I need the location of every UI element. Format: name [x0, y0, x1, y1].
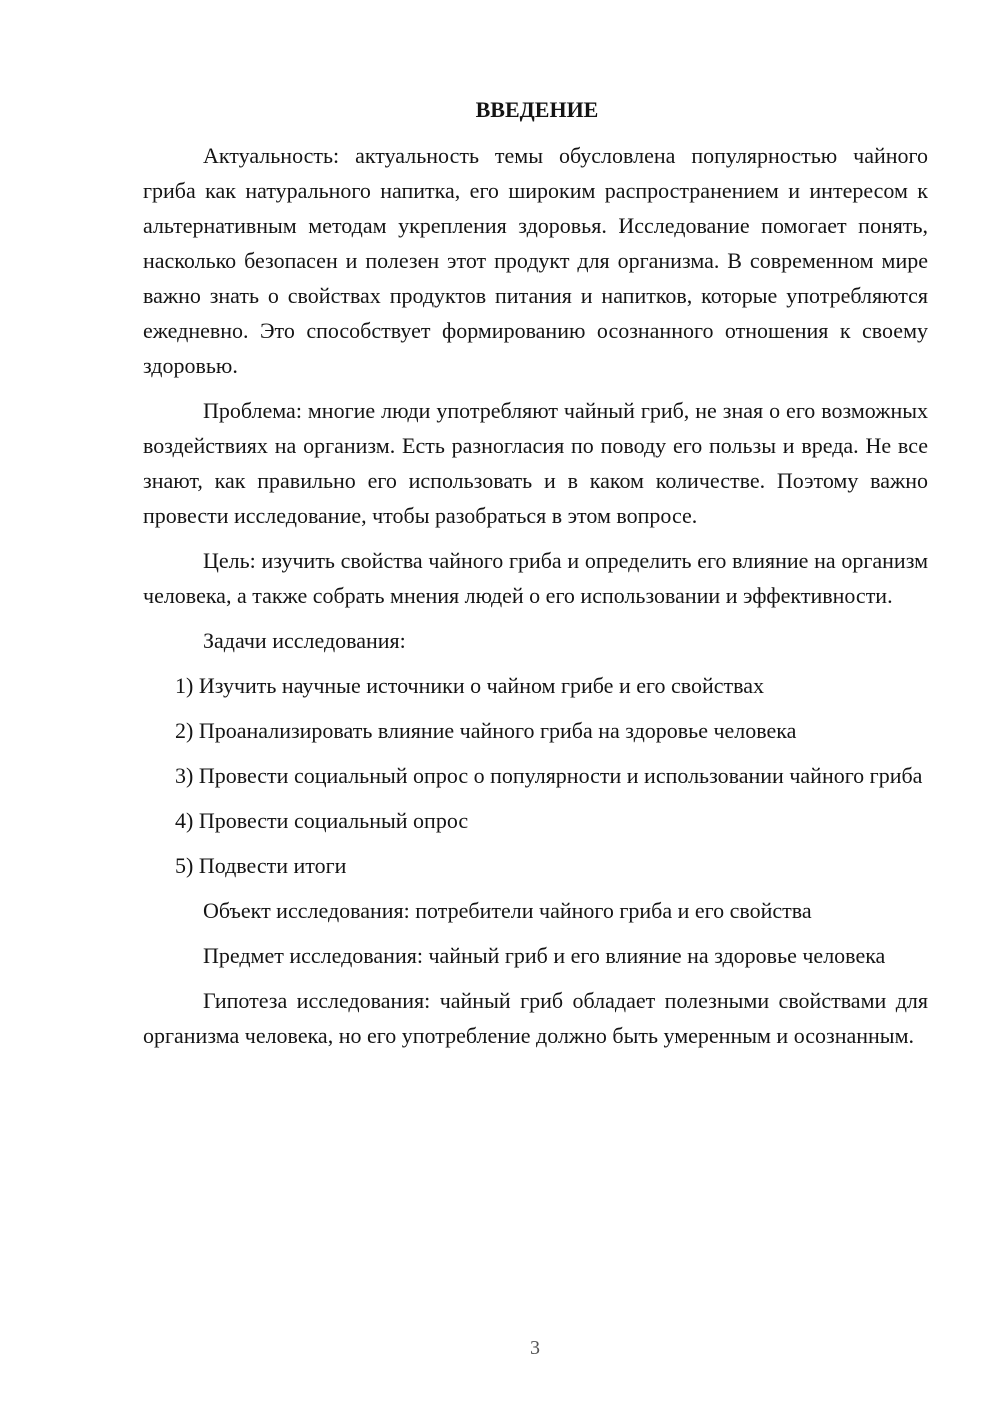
- task-item-4: 4) Провести социальный опрос: [175, 808, 469, 833]
- page-number: 3: [530, 1337, 540, 1359]
- document-page: [143, 94, 928, 1063]
- tasks-heading: Задачи исследования:: [203, 628, 406, 653]
- object-paragraph: Объект исследования: потребители чайного гриба и его свойства: [203, 898, 812, 923]
- relevance-paragraph: Актуальность: актуальность темы обусловлена популярностью чайного гриба как натурального напитка, его широким распространением и интересом к альтернативным методам укрепления здоровья. Исследование помогает понять, насколько безопасен и полезен этот продукт для организма. В современном мире важно знать о свойствах продуктов питания и напитков, которые употребляются ежедневно. Это способствует формированию осознанного отношения к своему здоровью.: [143, 143, 928, 378]
- task-item-1: 1) Изучить научные источники о чайном грибе и его свойствах: [175, 673, 764, 698]
- task-item-3: 3) Провести социальный опрос о популярности и использовании чайного гриба: [175, 763, 923, 788]
- task-item-5: 5) Подвести итоги: [175, 853, 347, 878]
- subject-paragraph: Предмет исследования: чайный гриб и его влияние на здоровье человека: [203, 943, 886, 968]
- task-item-2: 2) Проанализировать влияние чайного гриба на здоровье человека: [175, 718, 797, 743]
- problem-paragraph: Проблема: многие люди употребляют чайный гриб, не зная о его возможных воздействиях на организм. Есть разногласия по поводу его пользы и вреда. Не все знают, как правильно его использовать и в каком количестве. Поэтому важно провести исследование, чтобы разобраться в этом вопросе.: [143, 398, 928, 528]
- section-title: ВВЕДЕНИЕ: [475, 97, 599, 122]
- hypothesis-paragraph: Гипотеза исследования: чайный гриб обладает полезными свойствами для организма человека, но его употребление должно быть умеренным и осознанным.: [143, 988, 928, 1048]
- goal-paragraph: Цель: изучить свойства чайного гриба и определить его влияние на организм человека, а также собрать мнения людей о его использовании и эффективности.: [143, 548, 928, 608]
